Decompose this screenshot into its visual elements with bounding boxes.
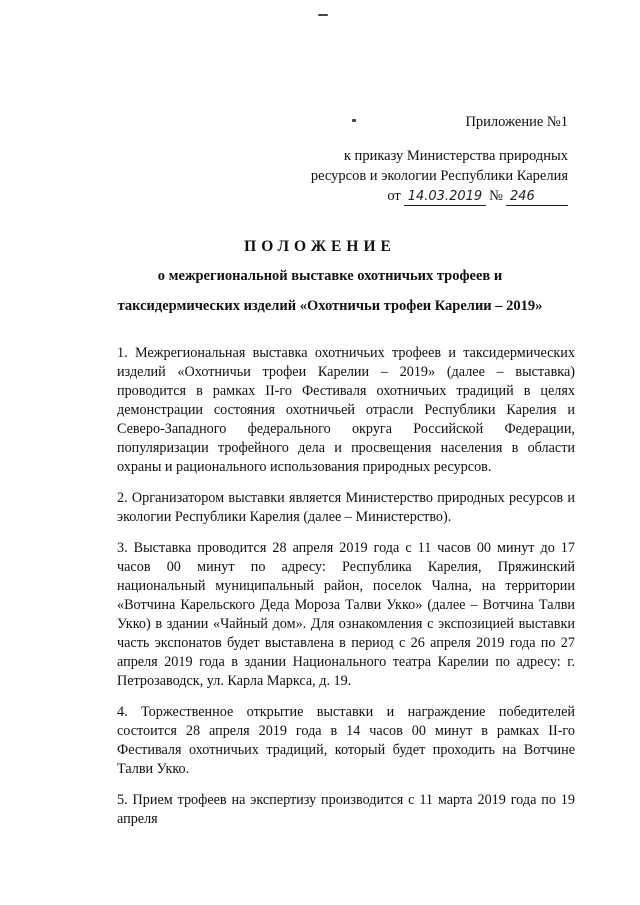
handwritten-number: 246 bbox=[506, 189, 568, 206]
paragraph-4: 4. Торжественное открытие выставки и награждение победителей состоится 28 апреля 2019 года в 14 часов 00 минут в рамках II-го Фестиваля охотничьих традиций, который будет проходить на Вотчине Талви Укко. bbox=[117, 704, 575, 777]
order-reference-line-2: ресурсов и экологии Республики Карелия bbox=[310, 168, 568, 184]
paragraph-2: 2. Организатором выставки является Министерство природных ресурсов и экологии Республики Карелия (далее – Министерство). bbox=[117, 490, 575, 525]
document-header bbox=[311, 112, 568, 206]
document-subtitle-line-1: о межрегиональной выставке охотничьих трофеев и bbox=[157, 268, 503, 284]
order-date-line bbox=[387, 186, 568, 206]
document-title: ПОЛОЖЕНИЕ bbox=[244, 238, 396, 255]
order-reference-line-1: к приказу Министерства природных bbox=[343, 148, 568, 164]
appendix-label: Приложение №1 bbox=[465, 114, 568, 130]
document-subtitle-line-2: таксидермических изделий «Охотничьи трофеи Карелии – 2019» bbox=[117, 298, 543, 314]
paragraph-1: 1. Межрегиональная выставка охотничьих трофеев и таксидермических изделий «Охотничьи трофеи Карелии – 2019» (далее – выставка) проводится в рамках II-го Фестиваля охотничьих традиций в целях демонстрации состояния охотничьей отрасли Республики Карелия и Северо-Западного федерального округа Российской Федерации, популяризации трофейного дела и просвещения населения в области охраны и рационального использования природных ресурсов. bbox=[117, 345, 575, 475]
handwritten-date: 14.03.2019 bbox=[404, 189, 486, 206]
paragraph-3: 3. Выставка проводится 28 апреля 2019 года с 11 часов 00 минут до 17 часов 00 минут по адресу: Республика Карелия, Пряжинский национальный муниципальный район, поселок Чална, на территории «Вотчина Карельского Деда Мороза Талви Укко» (далее – Вотчина Талви Укко) в здании «Чайный дом». Для ознакомления с экспозицией выставки часть экспонатов будет выставлена в период с 26 апреля 2019 года по 27 апреля 2019 года в здании Национального театра Карелии по адресу: г. Петрозаводск, ул. Карла Маркса, д. 19. bbox=[117, 540, 575, 689]
document-body bbox=[117, 344, 575, 841]
date-prefix: от bbox=[387, 188, 401, 204]
paragraph-5: 5. Прием трофеев на экспертизу производится с 11 марта 2019 года по 19 апреля bbox=[117, 792, 575, 827]
scan-speck bbox=[318, 14, 328, 16]
number-prefix: № bbox=[489, 188, 503, 204]
